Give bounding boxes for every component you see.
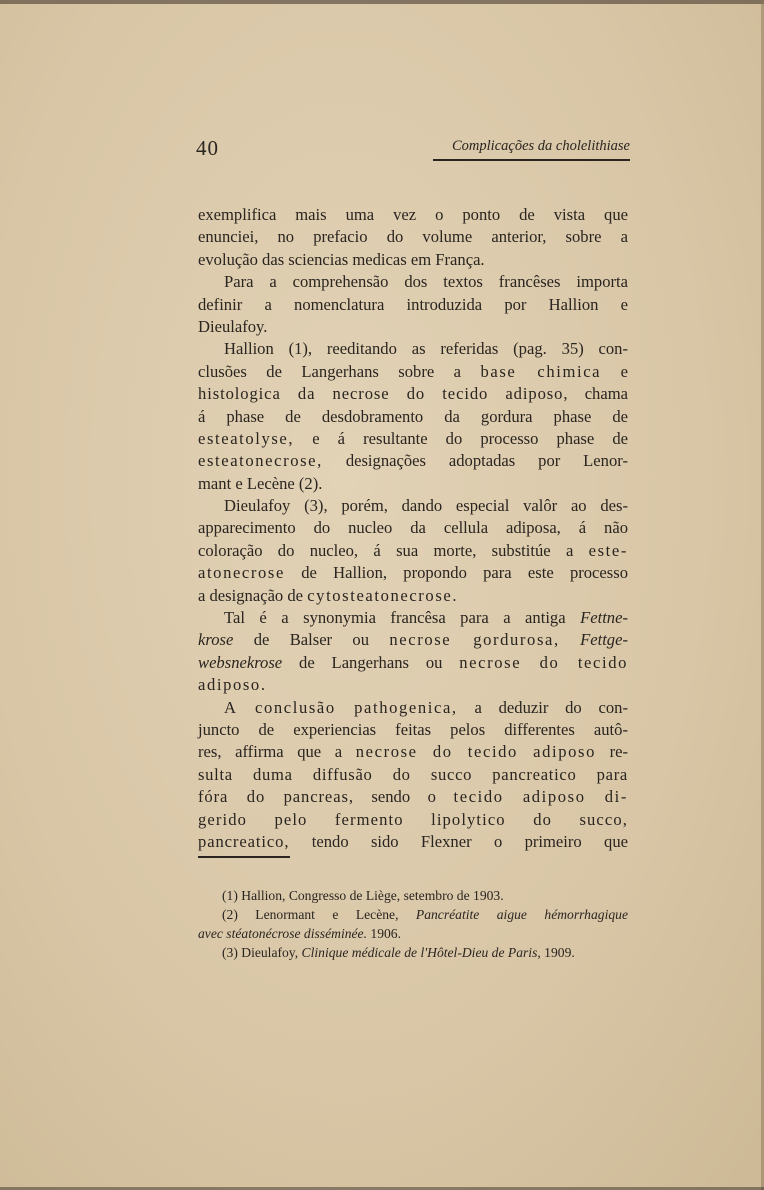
text-span: a designação de [198,585,304,605]
text-span: esteatolyse, [198,428,295,448]
text-span: A conclusão pathogenica, [224,697,458,717]
text-span: histologica da necrose do tecido adiposo, [198,384,569,404]
running-title: Complicações da cholelithiase [452,138,630,154]
footnote-3 [198,943,628,962]
text-line [198,450,628,472]
text-span: (3) Dieulafoy, [222,945,299,960]
text-span: necrose do tecido [459,652,628,672]
text-line [198,809,628,831]
text-span: esteatonecrose, [198,451,323,471]
text-line: mant e Lecène (2). [198,473,323,493]
text-span: necrose do tecido adiposo [355,742,596,762]
text-line [198,629,628,651]
text-span: krose [198,630,234,650]
text-span: Fettge- [580,630,628,650]
text-line: definir a nomenclatura introduzida por Hallion e [198,294,628,314]
text-span: re- [609,742,628,762]
text-span: Pancréatite aigue hémorrhagique [415,907,628,922]
text-span: coloração do nucleo, á sua morte, substitúe a [198,540,574,560]
text-span: fóra do pancreas, [198,787,354,807]
footnote-rule [198,856,290,858]
text-span: 1906. [370,926,401,941]
text-line [198,764,628,786]
page-top-edge [0,0,764,4]
text-span: atonecrose [198,563,285,583]
text-span: cytosteatonecrose. [307,585,459,605]
text-span: base chimica [480,361,602,381]
text-line: juncto de experiencias feitas pelos differentes autô- [198,719,628,739]
text-line: Para a comprehensão dos textos francêses importa [224,272,628,292]
text-span: websnekrose [198,652,283,672]
text-line [198,697,628,719]
text-span: Clinique médicale de l'Hôtel-Dieu de Paris, [301,945,541,960]
text-line [198,585,628,607]
text-line [198,383,628,405]
text-span: a deduzir do con- [474,697,628,717]
text-span: chama [584,384,628,404]
text-span: sendo o [371,787,436,807]
text-line: evolução das sciencias medicas em França. [198,249,485,269]
footnote-1: (1) Hallion, Congresso de Liège, setembro de 1903. [222,888,504,903]
text-line: Dieulafoy (3), porém, dando especial valôr ao des- [224,496,628,516]
body-text [198,204,628,853]
text-span: sulta duma diffusão do succo pancreatico para [198,764,628,784]
text-line [198,562,628,584]
text-span: (2) Lenormant e Lecène, [222,907,399,922]
text-line: á phase de desdobramento da gordura phase de [198,406,628,426]
text-span: de Langerhans ou [299,652,443,672]
header-rule [433,159,630,161]
text-line [198,607,628,629]
text-span: e [620,361,628,381]
text-line: exemplifica mais uma vez o ponto de vista que [198,205,628,224]
text-span: tendo sido Flexner o primeiro que [311,831,628,851]
footnotes [198,886,628,962]
footnote-2 [198,905,628,924]
text-line [198,652,628,674]
text-span: de Balser ou [253,630,370,650]
text-span: Tal é a synonymia francêsa para a antiga [224,608,566,628]
text-span: Fettne- [580,608,628,628]
text-line [198,361,628,383]
text-span: avec stéatonécrose disséminée. [198,926,367,941]
text-line: enunciei, no prefacio do volume anterior, sobre a [198,227,628,247]
text-span: e á resultante do processo phase de [312,428,628,448]
text-span: de Hallion, propondo para este processo [301,563,629,583]
text-span: clusões de Langerhans sobre a [198,361,462,381]
text-line: adiposo. [198,675,267,695]
text-span: res, affirma que a [198,742,343,762]
text-line [198,831,628,853]
text-line: Hallion (1), reeditando as referidas (pag. 35) con- [224,339,628,359]
footnote-2-continued [198,924,628,943]
text-span: designações adoptadas por Lenor- [345,451,628,471]
text-span: necrose gordurosa, [389,630,560,650]
text-line: Dieulafoy. [198,316,268,336]
text-span: este- [588,540,628,560]
text-line [198,786,628,808]
text-span: tecido adiposo di- [453,787,629,807]
text-line [198,428,628,450]
text-line [198,540,628,562]
text-span: pancreatico, [198,831,290,851]
page-number: 40 [196,136,219,160]
text-span: 1909. [544,945,575,960]
text-line [198,741,628,763]
text-span: gerido pelo fermento lipolytico do succo, [198,809,628,829]
text-line: apparecimento do nucleo da cellula adiposa, á não [198,518,628,538]
